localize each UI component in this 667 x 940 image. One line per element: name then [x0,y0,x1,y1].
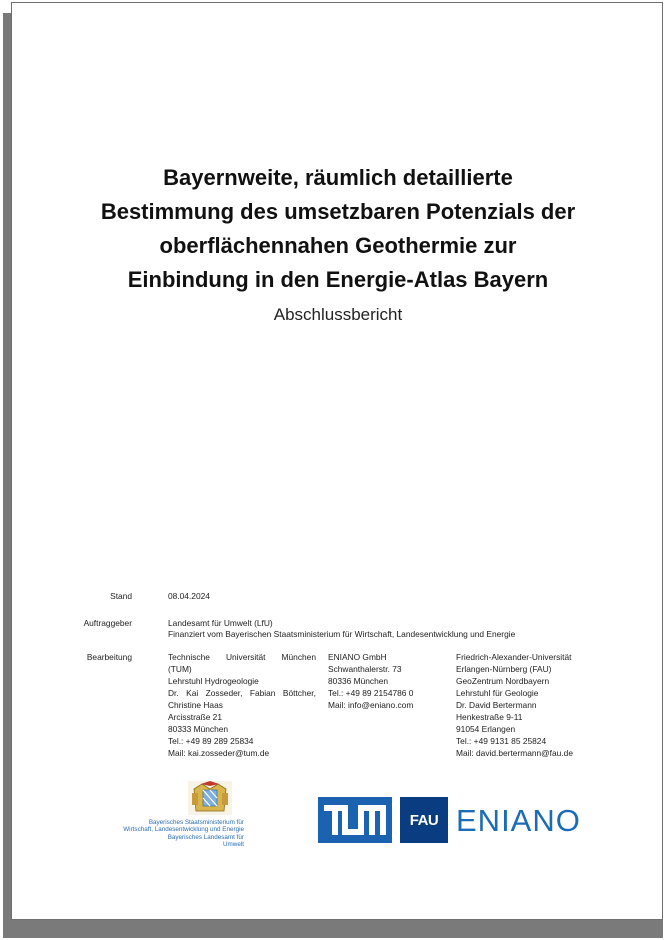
bearbeitung-label: Bearbeitung [86,652,132,662]
bavarian-crest-icon [188,781,232,815]
auftraggeber-name: Landesamt für Umwelt (LfU) [168,618,273,628]
bearbeitung-row [68,651,648,763]
fau-line: Lehrstuhl für Geologie [456,688,539,698]
partner-logos [12,773,664,863]
report-title [12,161,664,297]
bayern-text-line: Bayerisches Staatsministerium für [148,819,244,826]
tum-line: Lehrstuhl Hydrogeologie [168,676,259,686]
tum-line: 80333 München [168,724,229,734]
stand-value: 08.04.2024 [168,591,210,601]
fau-line: Erlangen-Nürnberg (FAU) [456,664,552,674]
tum-word: Universität [225,652,266,662]
fau-line: Dr. David Bertermann [456,700,537,710]
bayern-text-line: Wirtschaft, Landesentwicklung und Energie [123,826,244,834]
title-line: Bestimmung des umsetzbaren Potenzials der [100,199,576,224]
tum-word: Kai [186,688,199,698]
eniano-logo: ENIANO [456,803,581,838]
tum-word: Zosseder, [205,688,243,698]
stand-label: Stand [110,591,132,601]
fau-line: Friedrich-Alexander-Universität [456,652,572,662]
auftraggeber-label: Auftraggeber [83,618,132,628]
tum-word: München [281,652,316,662]
tum-word: Technische [168,652,210,662]
bayern-logo [98,779,258,863]
eniano-line: Mail: info@eniano.com [328,700,414,710]
fau-line: Henkestraße 9-11 [456,712,523,722]
tum-logo-icon [318,797,392,843]
eniano-line: Schwanthalerstr. 73 [328,664,402,674]
bayern-logo-text [98,819,244,849]
fau-logo: FAU [400,797,448,843]
tum-line: Arcisstraße 21 [168,712,222,722]
auftraggeber-funding: Finanziert vom Bayerischen Staatsministerium für Wirtschaft, Landesentwicklung und Energie [168,629,516,639]
fau-contact [456,651,573,759]
bayern-text-line: Umwelt [223,841,244,849]
stand-row [68,590,628,602]
title-line: Bayernweite, räumlich detaillierte [163,165,513,190]
fau-line: 91054 Erlangen [456,724,516,734]
fau-line: Tel.: +49 9131 85 25824 [456,736,547,746]
tum-logo [318,797,392,843]
tum-line: Christine Haas [168,700,223,710]
bayern-text-line: Bayerisches Landesamt für [167,833,244,841]
auftraggeber-row [68,617,628,641]
eniano-line: ENIANO GmbH [328,652,387,662]
eniano-contact [328,651,413,711]
tum-line: Mail: kai.zosseder@tum.de [168,748,270,758]
tum-line [168,651,316,663]
tum-word: Dr. [168,688,179,698]
document-page [11,2,663,920]
tum-line: Tel.: +49 89 289 25834 [168,736,254,746]
tum-line [168,687,316,699]
eniano-line: Tel.: +49 89 2154786 0 [328,688,414,698]
tum-line: (TUM) [168,664,192,674]
tum-word: Fabian [249,688,276,698]
tum-word: Böttcher, [282,688,316,698]
report-subtitle: Abschlussbericht [273,305,403,324]
title-line: oberflächennahen Geothermie zur [159,233,517,258]
fau-line: GeoZentrum Nordbayern [456,676,550,686]
eniano-line: 80336 München [328,676,389,686]
fau-line: Mail: david.bertermann@fau.de [456,748,573,758]
title-line: Einbindung in den Energie-Atlas Bayern [127,267,549,292]
tum-contact [168,651,316,759]
